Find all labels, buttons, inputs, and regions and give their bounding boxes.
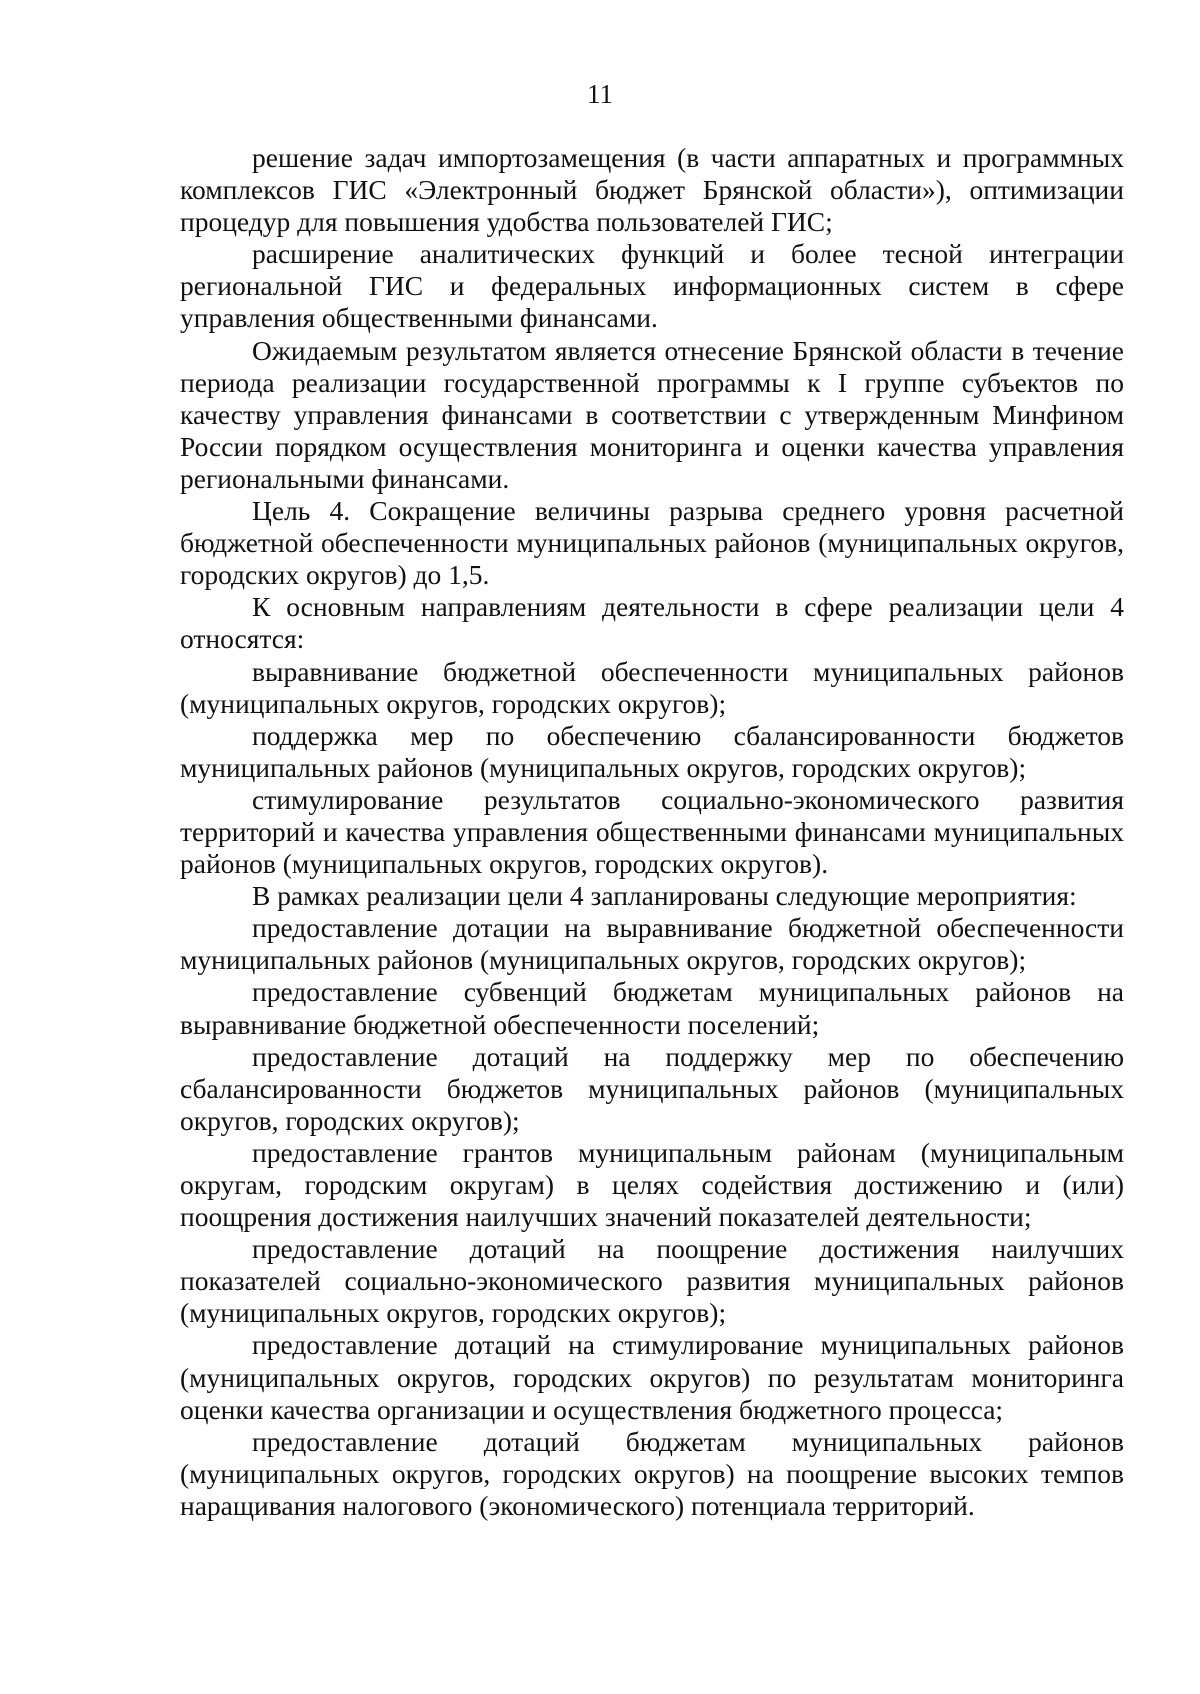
paragraph-main-directions: К основным направлениям деятельности в сфере реализации цели 4 относятся: [180,591,1124,655]
paragraph-subventions: предоставление субвенций бюджетам муниципальных районов на выравнивание бюджетной обеспеченности поселений; [180,976,1124,1040]
page-number: 11 [587,79,613,109]
paragraph-equalization: выравнивание бюджетной обеспеченности муниципальных районов (муниципальных округов, городских округов); [180,655,1124,719]
paragraph-best-indicators: предоставление дотаций на поощрение достижения наилучших показателей социально-экономического развития муниципальных районов (муниципальных округов, городских округов); [180,1233,1124,1329]
paragraph-municipal-grants: предоставление грантов муниципальным районам (муниципальным округам, городским округам) в целях содействия достижению и (или) поощрения достижения наилучших значений показателей деятельности; [180,1136,1124,1233]
paragraph-equalization-grant: предоставление дотации на выравнивание бюджетной обеспеченности муниципальных районов (муниципальных округов, городских округов); [180,912,1124,976]
paragraph-balance-grants: предоставление дотаций на поддержку мер по обеспечению сбалансированности бюджетов муниципальных районов (муниципальных округов, городских округов); [180,1040,1124,1136]
paragraph-goal-4: Цель 4. Сокращение величины разрыва среднего уровня расчетной бюджетной обеспеченности муниципальных районов (муниципальных округов, городских округов) до 1,5. [180,495,1124,591]
paragraph-analytics-expansion: расширение аналитических функций и более тесной интеграции региональной ГИС и федеральных информационных систем в сфере управления общественными финансами. [180,238,1124,334]
paragraph-tax-potential: предоставление дотаций бюджетам муниципальных районов (муниципальных округов, городских округов) на поощрение высоких темпов наращивания налогового (экономического) потенциала территорий. [180,1425,1124,1521]
paragraph-balance-support: поддержка мер по обеспечению сбалансированности бюджетов муниципальных районов (муниципальных округов, городских округов); [180,719,1124,783]
document-body [180,142,1124,1522]
paragraph-expected-result: Ожидаемым результатом является отнесение Брянской области в течение периода реализации государственной программы к I группе субъектов по качеству управления финансами в соответствии с утвержденным Минфином России порядком осуществления мониторинга и оценки качества управления региональными финансами. [180,334,1124,494]
paragraph-planned-measures: В рамках реализации цели 4 запланированы следующие мероприятия: [252,880,1077,912]
paragraph-import-substitution: решение задач импортозамещения (в части аппаратных и программных комплексов ГИС «Электронный бюджет Брянской области»), оптимизации процедур для повышения удобства пользователей ГИС; [180,142,1124,238]
paragraph-monitoring-stimulation: предоставление дотаций на стимулирование муниципальных районов (муниципальных округов, городских округов) по результатам мониторинга оценки качества организации и осуществления бюджетного процесса; [180,1329,1124,1425]
paragraph-stimulation: стимулирование результатов социально-экономического развития территорий и качества управления общественными финансами муниципальных районов (муниципальных округов, городских округов). [180,783,1124,880]
